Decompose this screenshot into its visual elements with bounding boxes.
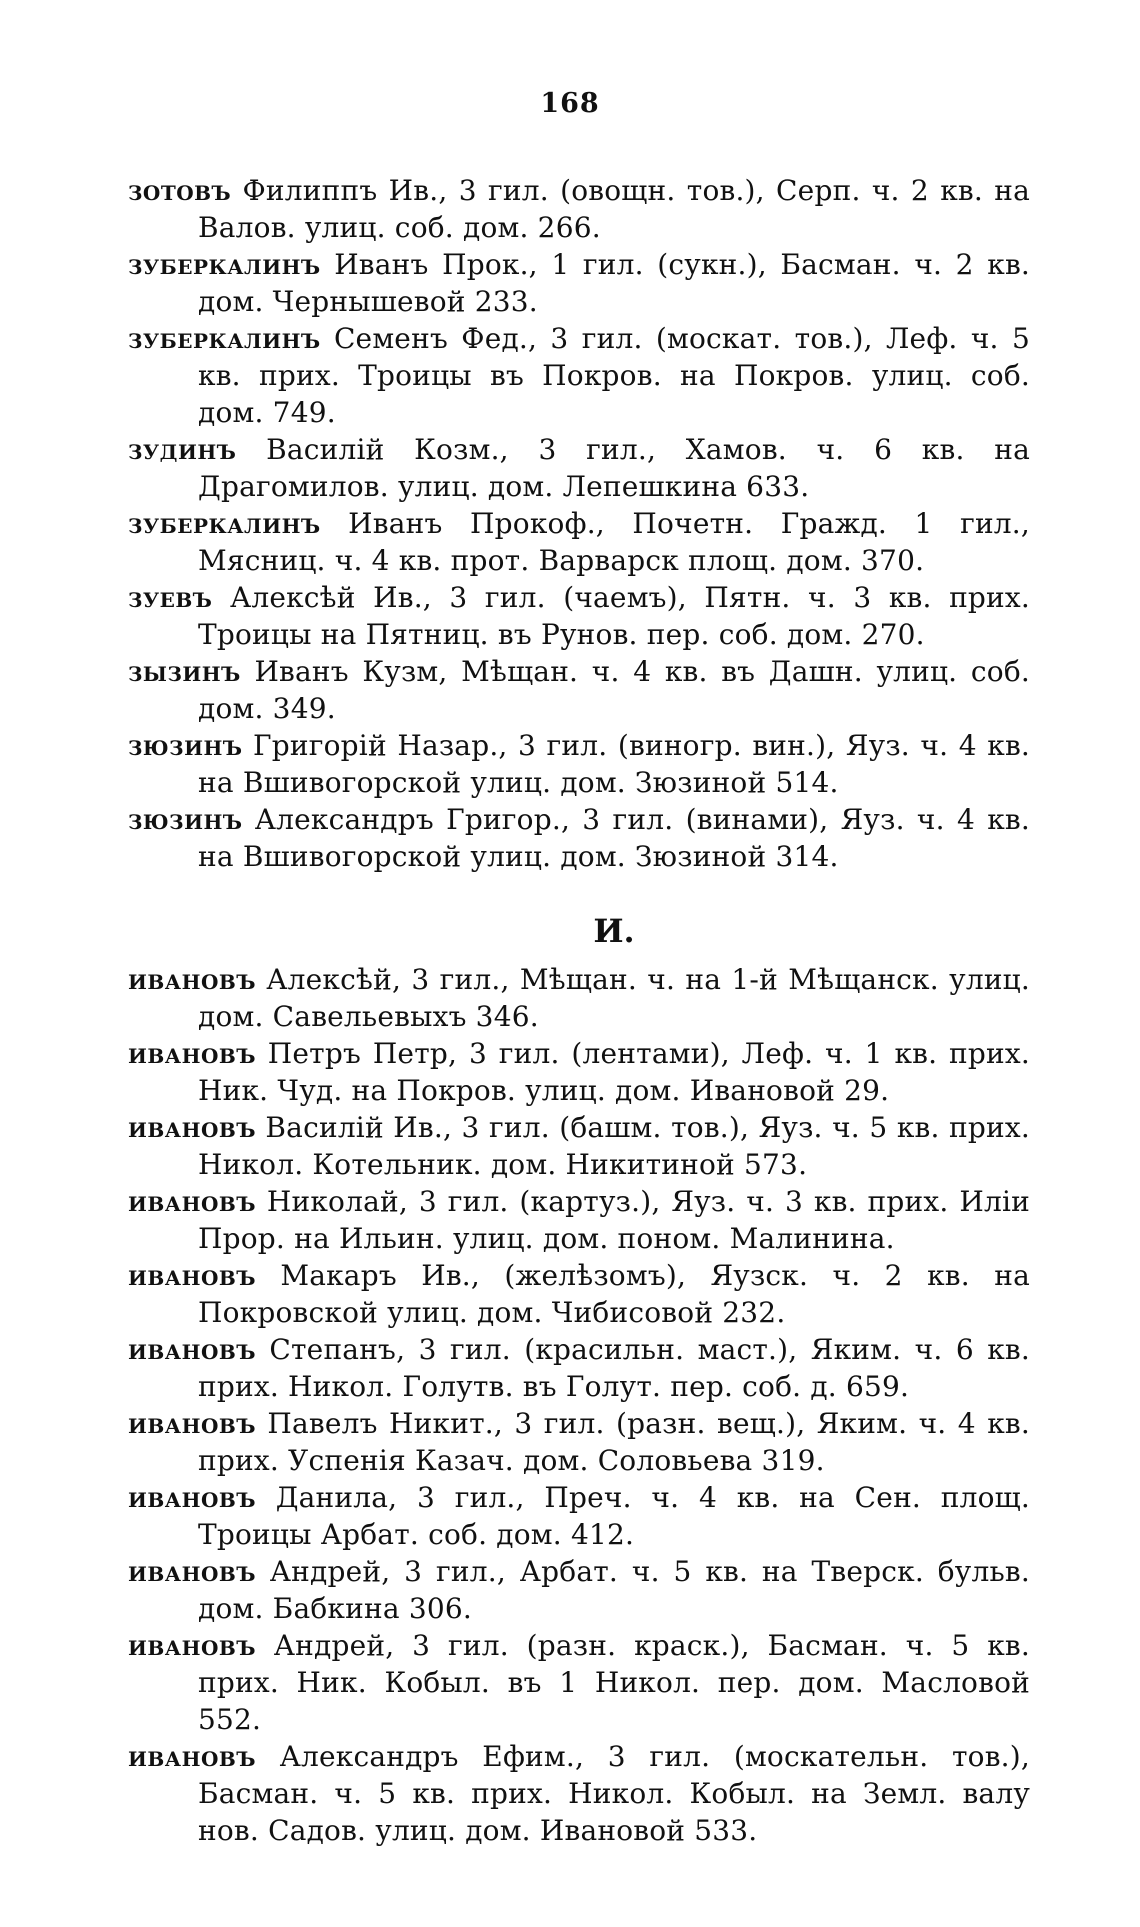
- entry-surname: ивановъ: [128, 1259, 256, 1292]
- directory-entry: [128, 961, 1030, 1035]
- entry-text: Иванъ Кузм, Мѣщан. ч. 4 кв. въ Дашн. улиц. соб. дом. 349.: [198, 655, 1030, 725]
- directory-entry: [128, 1553, 1030, 1627]
- entry-text: Данила, 3 гил., Преч. ч. 4 кв. на Сен. площ. Троицы Арбат. соб. дом. 412.: [198, 1481, 1030, 1551]
- entry-text: Андрей, 3 гил. (разн. краск.), Басман. ч. 5 кв. прих. Ник. Кобыл. въ 1 Никол. пер. дом. Масловой 552.: [198, 1629, 1030, 1736]
- directory-entries: [128, 172, 1030, 1849]
- entry-text: Григорій Назар., 3 гил. (виногр. вин.), Яуз. ч. 4 кв. на Вшивогорской улиц. дом. Зюзиной 514.: [198, 729, 1031, 799]
- section-i-entries: [128, 961, 1030, 1849]
- entry-text: Макаръ Ив., (желѣзомъ), Яузск. ч. 2 кв. на Покровской улиц. дом. Чибисовой 232.: [198, 1259, 1030, 1329]
- entry-text: Филиппъ Ив., 3 гил. (овощн. тов.), Серп. ч. 2 кв. на Валов. улиц. соб. дом. 266.: [198, 174, 1030, 244]
- entry-surname: ивановъ: [128, 963, 256, 996]
- directory-entry: [128, 653, 1030, 727]
- entry-surname: зудинъ: [128, 433, 237, 466]
- directory-entry: [128, 172, 1030, 246]
- entry-text: Петръ Петр, 3 гил. (лентами), Леф. ч. 1 кв. прих. Ник. Чуд. на Покров. улиц. дом. Ивановой 29.: [198, 1037, 1030, 1107]
- entry-surname: ивановъ: [128, 1629, 256, 1662]
- directory-entry: [128, 320, 1030, 431]
- entry-surname: ивановъ: [128, 1481, 256, 1514]
- section-heading: И.: [593, 912, 635, 950]
- entry-surname: зотовъ: [128, 174, 232, 207]
- entry-surname: зуевъ: [128, 581, 213, 614]
- entry-surname: зуберкалинъ: [128, 248, 321, 281]
- entry-surname: зюзинъ: [128, 729, 243, 762]
- entry-text: Николай, 3 гил. (картуз.), Яуз. ч. 3 кв. прих. Иліи Прор. на Ильин. улиц. дом. поном. Малинина.: [198, 1185, 1030, 1255]
- entry-text: Иванъ Прокоф., Почетн. Гражд. 1 гил., Мясниц. ч. 4 кв. прот. Варварск площ. дом. 370.: [198, 507, 1030, 577]
- entry-text: Алексѣй Ив., 3 гил. (чаемъ), Пятн. ч. 3 кв. прих. Троицы на Пятниц. въ Рунов. пер. соб. дом. 270.: [198, 581, 1031, 651]
- entry-text: Семенъ Фед., 3 гил. (москат. тов.), Леф. ч. 5 кв. прих. Троицы въ Покров. на Покров. улиц. соб. дом. 749.: [198, 322, 1030, 429]
- section-spacer: [128, 875, 1030, 903]
- directory-entry: [128, 1405, 1030, 1479]
- directory-entry: [128, 1109, 1030, 1183]
- entry-surname: зуберкалинъ: [128, 322, 321, 355]
- directory-entry: [128, 1257, 1030, 1331]
- directory-entry: [128, 505, 1030, 579]
- entry-surname: ивановъ: [128, 1555, 256, 1588]
- entry-text: Павелъ Никит., 3 гил. (разн. вещ.), Яким. ч. 4 кв. прих. Успенія Казач. дом. Соловьева 319.: [198, 1407, 1031, 1477]
- directory-entry: [128, 579, 1030, 653]
- directory-entry: [128, 1183, 1030, 1257]
- directory-entry: [128, 1331, 1030, 1405]
- entry-surname: ивановъ: [128, 1740, 256, 1773]
- entry-surname: ивановъ: [128, 1333, 256, 1366]
- directory-entry: [128, 1627, 1030, 1738]
- directory-entry: [128, 801, 1030, 875]
- directory-entry: [128, 1738, 1030, 1849]
- directory-entry: [128, 727, 1030, 801]
- entry-text: Василій Козм., 3 гил., Хамов. ч. 6 кв. на Драгомилов. улиц. дом. Лепешкина 633.: [198, 433, 1030, 503]
- entry-text: Андрей, 3 гил., Арбат. ч. 5 кв. на Тверск. бульв. дом. Бабкина 306.: [198, 1555, 1030, 1625]
- entry-surname: ивановъ: [128, 1037, 256, 1070]
- section-z-entries: [128, 172, 1030, 875]
- entry-text: Алексѣй, 3 гил., Мѣщан. ч. на 1-й Мѣщанск. улиц. дом. Савельевыхъ 346.: [198, 963, 1030, 1033]
- entry-surname: зызинъ: [128, 655, 241, 688]
- entry-text: Александръ Григор., 3 гил. (винами), Яуз. ч. 4 кв. на Вшивогорской улиц. дом. Зюзиной 314.: [198, 803, 1030, 873]
- page-number: 168: [540, 88, 600, 119]
- directory-entry: [128, 431, 1030, 505]
- entry-surname: ивановъ: [128, 1111, 256, 1144]
- entry-text: Иванъ Прок., 1 гил. (сукн.), Басман. ч. 2 кв. дом. Чернышевой 233.: [198, 248, 1031, 318]
- entry-surname: ивановъ: [128, 1407, 256, 1440]
- entry-surname: зуберкалинъ: [128, 507, 321, 540]
- directory-entry: [128, 246, 1030, 320]
- directory-entry: [128, 1479, 1030, 1553]
- entry-surname: ивановъ: [128, 1185, 256, 1218]
- directory-entry: [128, 1035, 1030, 1109]
- entry-text: Александръ Ефим., 3 гил. (москательн. тов.), Басман. ч. 5 кв. прих. Никол. Кобыл. на Земл. валу нов. Садов. улиц. дом. Ивановой 533.: [198, 1740, 1030, 1847]
- entry-text: Василій Ив., 3 гил. (башм. тов.), Яуз. ч. 5 кв. прих. Никол. Котельник. дом. Никитиной 573.: [198, 1111, 1030, 1181]
- entry-surname: зюзинъ: [128, 803, 243, 836]
- entry-text: Степанъ, 3 гил. (красильн. маст.), Яким. ч. 6 кв. прих. Никол. Голутв. въ Голут. пер. соб. д. 659.: [198, 1333, 1030, 1403]
